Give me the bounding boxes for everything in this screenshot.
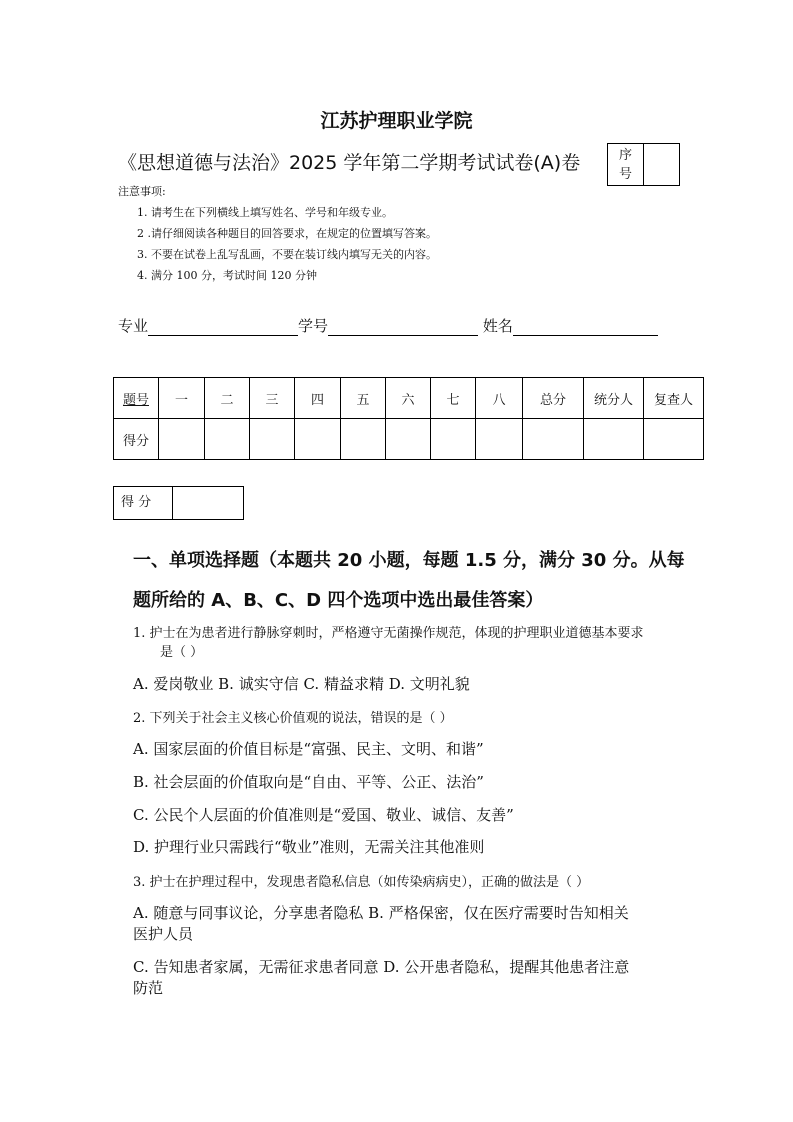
major-label: 专业 — [118, 317, 149, 335]
table-row — [114, 378, 704, 419]
score-cell[interactable] — [431, 419, 476, 460]
question-option: A. 爱岗敬业 B. 诚实守信 C. 精益求精 D. 文明礼貌 — [133, 675, 470, 693]
section-score-box — [113, 486, 244, 520]
score-cell[interactable] — [159, 419, 205, 460]
table-row — [114, 419, 704, 460]
question-option: C. 公民个人层面的价值准则是“爱国、敬业、诚信、友善” — [133, 806, 514, 824]
score-cell[interactable] — [523, 419, 584, 460]
score-cell[interactable] — [386, 419, 431, 460]
table-header: 三 — [250, 378, 295, 419]
score-cell[interactable] — [341, 419, 386, 460]
student-info-fields — [118, 315, 658, 336]
question-stem: 是（ ） — [160, 645, 204, 660]
section-heading: 一、单项选择题（本题共 20 小题，每题 1.5 分，满分 30 分。从每 — [133, 550, 685, 571]
question-option: A. 随意与同事议论，分享患者隐私 B. 严格保密，仅在医疗需要时告知相关 — [133, 904, 629, 922]
student-id-label: 学号 — [298, 317, 329, 335]
table-header: 五 — [341, 378, 386, 419]
serial-number-box — [607, 143, 680, 186]
table-header: 四 — [295, 378, 341, 419]
table-header: 总分 — [523, 378, 584, 419]
school-name: 江苏护理职业学院 — [320, 110, 473, 132]
score-cell[interactable] — [644, 419, 704, 460]
table-header: 一 — [159, 378, 205, 419]
question-option: B. 社会层面的价值取向是“自由、平等、公正、法治” — [133, 773, 484, 791]
name-input[interactable] — [513, 319, 658, 336]
note-item: 2 .请仔细阅读各种题目的回答要求，在规定的位置填写答案。 — [137, 227, 437, 240]
question-option: C. 告知患者家属，无需征求患者同意 D. 公开患者隐私，提醒其他患者注意 — [133, 958, 630, 976]
row-label: 得分 — [114, 419, 159, 460]
exam-title: 《思想道德与法治》2025 学年第二学期考试试卷(A)卷 — [118, 152, 581, 174]
notes-title: 注意事项: — [118, 185, 166, 198]
question-stem: 2. 下列关于社会主义核心价值观的说法，错误的是（ ） — [133, 711, 453, 726]
note-item: 4. 满分 100 分，考试时间 120 分钟 — [137, 269, 317, 282]
table-header: 二 — [205, 378, 250, 419]
question-option: A. 国家层面的价值目标是“富强、民主、文明、和谐” — [133, 740, 484, 758]
question-stem: 1. 护士在为患者进行静脉穿刺时，严格遵守无菌操作规范，体现的护理职业道德基本要求 — [133, 626, 644, 641]
table-header: 题号 — [114, 378, 159, 419]
serial-label-2: 号 — [618, 167, 632, 182]
section-score-label: 得 分 — [114, 487, 173, 519]
table-header: 统分人 — [584, 378, 644, 419]
table-header: 六 — [386, 378, 431, 419]
table-header: 八 — [476, 378, 523, 419]
score-cell[interactable] — [295, 419, 341, 460]
section-heading: 题所给的 A、B、C、D 四个选项中选出最佳答案） — [133, 590, 544, 611]
score-table — [113, 377, 704, 460]
question-option: 医护人员 — [133, 925, 194, 943]
note-item: 1. 请考生在下列横线上填写姓名、学号和年级专业。 — [137, 206, 393, 219]
table-header: 七 — [431, 378, 476, 419]
question-stem: 3. 护士在护理过程中，发现患者隐私信息（如传染病病史），正确的做法是（ ） — [133, 875, 590, 890]
score-cell[interactable] — [476, 419, 523, 460]
student-id-input[interactable] — [328, 319, 478, 336]
score-cell[interactable] — [205, 419, 250, 460]
table-header: 复查人 — [644, 378, 704, 419]
score-cell[interactable] — [584, 419, 644, 460]
major-input[interactable] — [148, 319, 298, 336]
score-cell[interactable] — [250, 419, 295, 460]
question-option: 防范 — [133, 979, 164, 997]
serial-label: 序 — [618, 148, 632, 163]
question-option: D. 护理行业只需践行“敬业”准则，无需关注其他准则 — [133, 838, 485, 856]
name-label: 姓名 — [482, 317, 513, 335]
note-item: 3. 不要在试卷上乱写乱画，不要在装订线内填写无关的内容。 — [137, 248, 437, 261]
